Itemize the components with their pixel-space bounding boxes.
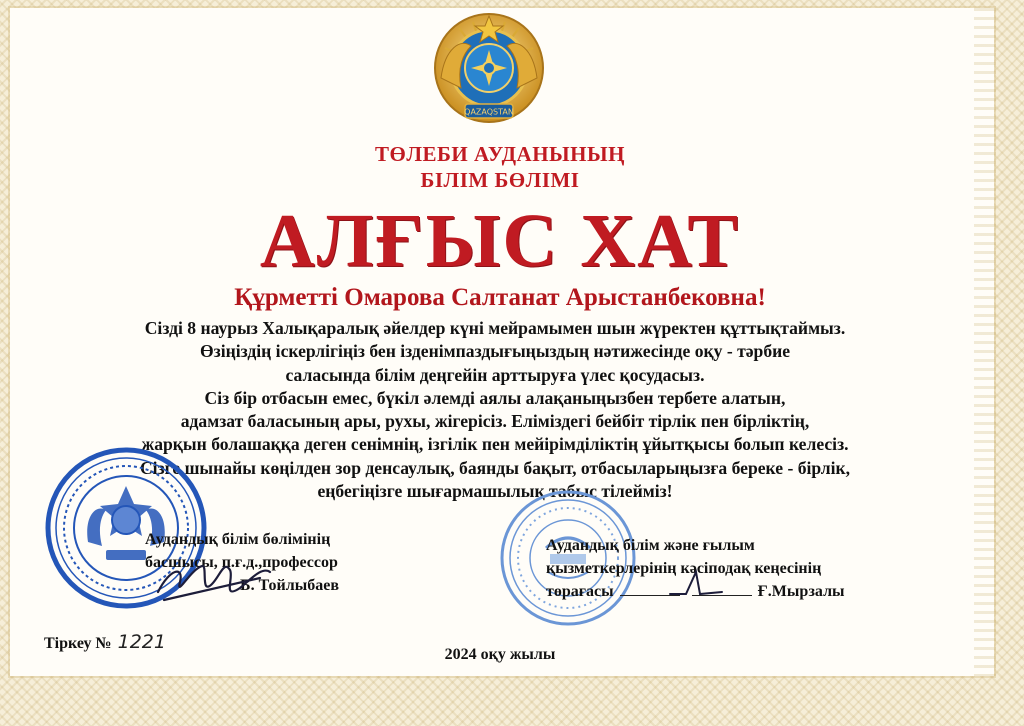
registration-number: 1221 xyxy=(117,631,166,653)
right-signatory-name: Ғ.Мырзалы xyxy=(757,583,845,600)
registration-label: Тіркеу № xyxy=(44,635,112,652)
certificate-title: АЛҒЫС ХАТ xyxy=(259,199,741,283)
left-signatory-title-line1: Аудандық білім бөлімінің xyxy=(145,531,331,548)
handwritten-signature-icon xyxy=(666,566,726,600)
recipient-greeting: Құрметті Омарова Салтанат Арыстанбековна! xyxy=(234,284,766,311)
state-emblem-icon xyxy=(427,8,551,132)
handwritten-signature-icon xyxy=(150,548,280,612)
body-line: Сізге шынайы көңілден зор денсаулық, баянды бақыт, отбасыларыңызға береке - бірлік, xyxy=(139,457,851,478)
left-signatory-title-line2: басшысы, п.ғ.д.,профессор xyxy=(145,554,338,571)
organization-name-line2: БІЛІМ БӨЛІМІ xyxy=(420,168,580,192)
left-signatory-name: Б. Тойлыбаев xyxy=(240,577,339,594)
organization-name-line1: ТӨЛЕБИ АУДАНЫНЫҢ xyxy=(375,142,625,166)
body-line: еңбегіңізге шығармашылық табыс тілейміз! xyxy=(317,481,673,502)
body-line: Сізді 8 наурыз Халықаралық әйелдер күні мейрамымен шын жүректен құттықтаймыз. xyxy=(144,318,846,338)
body-line: Сіз бір отбасын емес, бүкіл әлемді аялы алақаныңызбен тербете алатын, xyxy=(204,387,786,408)
right-signatory-title-line1: Аудандық білім және ғылым xyxy=(546,537,755,554)
body-line: жарқын болашаққа деген сенімнің, ізгілік пен мейірімділіктің ұйытқысы болып келесіз. xyxy=(141,434,849,455)
academic-year: 2024 оқу жылы xyxy=(444,646,556,663)
emblem-inscription: QAZAQSTAN xyxy=(464,107,514,117)
right-signatory-title-line3: төрағасы xyxy=(546,583,614,600)
body-line: адамзат баласының ары, рухы, жігерісіз. Еліміздегі бейбіт тірлік пен бірліктің, xyxy=(180,411,810,432)
body-line: Өзіңіздің іскерлігіңіз бен ізденімпаздығыңыздың нәтижесінде оқу - тәрбие xyxy=(199,341,791,362)
congratulation-text xyxy=(100,317,890,503)
body-line: саласында білім деңгейін арттыруға үлес қосудасыз. xyxy=(285,364,705,385)
right-signatory-title-line2: қызметкерлерінің кәсіподақ кеңесінің xyxy=(546,560,822,577)
